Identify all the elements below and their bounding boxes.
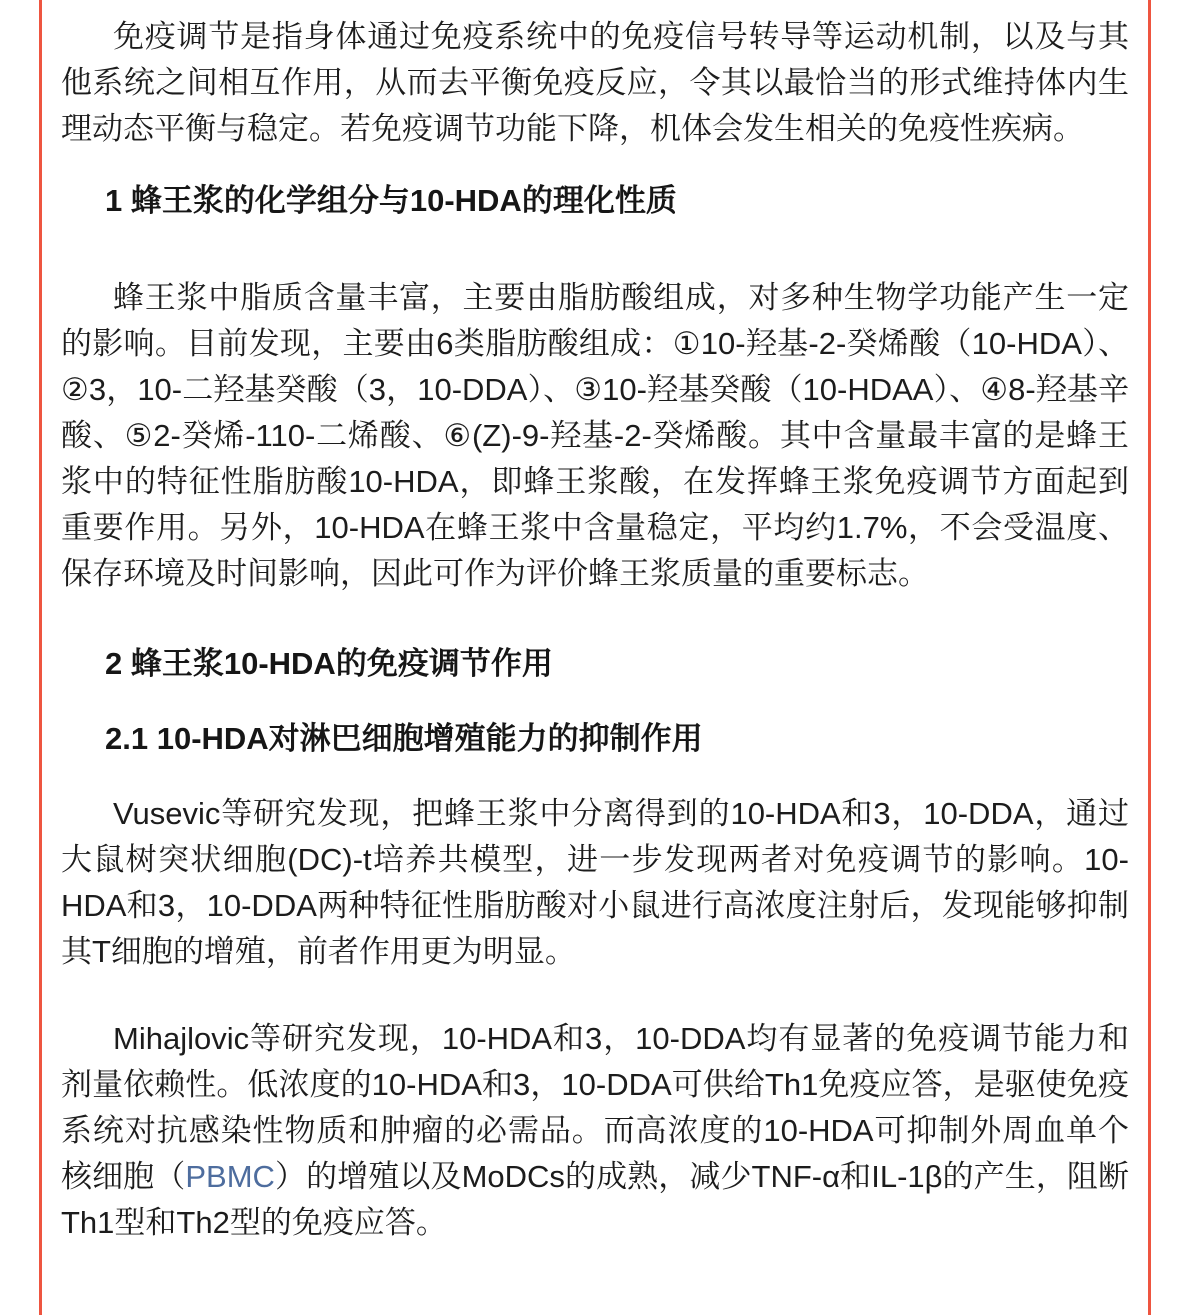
- paragraph-mihajlovic-study: [61, 1016, 1129, 1246]
- article-content: [42, 0, 1148, 1246]
- heading-section-2-immune-effect: 2 蜂王浆10-HDA的免疫调节作用: [105, 646, 553, 681]
- pbmc-link[interactable]: PBMC: [185, 1159, 275, 1194]
- mihajlovic-text-before-link: Mihajlovic等研究发现，10-HDA和3，10-DDA均有显著的免疫调节能力和剂量依赖性。低浓度的10-HDA和3，10-DDA可供给Th1免疫应答，是驱使免疫系统对抗感染性物质和肿瘤的必需品。而高浓度的10-HDA可抑制外周血单个核细胞（: [61, 1021, 1129, 1194]
- paragraph-fatty-acid-composition: 蜂王浆中脂质含量丰富，主要由脂肪酸组成，对多种生物学功能产生一定的影响。目前发现，主要由6类脂肪酸组成：①10-羟基-2-癸烯酸（10-HDA）、②3，10-二羟基癸酸（3，10-DDA）、③10-羟基癸酸（10-HDAA）、④8-羟基辛酸、⑤2-癸烯-110-二烯酸、⑥(Z)-9-羟基-2-癸烯酸。其中含量最丰富的是蜂王浆中的特征性脂肪酸10-HDA，即蜂王浆酸，在发挥蜂王浆免疫调节方面起到重要作用。另外，10-HDA在蜂王浆中含量稳定，平均约1.7%，不会受温度、保存环境及时间影响，因此可作为评价蜂王浆质量的重要标志。: [61, 280, 1129, 591]
- page-right-border-rule: [1148, 0, 1151, 1315]
- heading-section-2-1-lymphocyte-inhibition: 2.1 10-HDA对淋巴细胞增殖能力的抑制作用: [105, 721, 703, 756]
- mihajlovic-text-after-link: ）的增殖以及MoDCs的成熟，减少TNF-α和IL-1β的产生，阻断Th1型和Th2型的免疫应答。: [61, 1159, 1129, 1240]
- paragraph-immune-regulation-intro: 免疫调节是指身体通过免疫系统中的免疫信号转导等运动机制，以及与其他系统之间相互作用，从而去平衡免疫反应，令其以最恰当的形式维持体内生理动态平衡与稳定。若免疫调节功能下降，机体会发生相关的免疫性疾病。: [61, 19, 1129, 146]
- paragraph-vusevic-study: Vusevic等研究发现，把蜂王浆中分离得到的10-HDA和3，10-DDA，通过大鼠树突状细胞(DC)-t培养共模型，进一步发现两者对免疫调节的影响。10-HDA和3，10-DDA两种特征性脂肪酸对小鼠进行高浓度注射后，发现能够抑制其T细胞的增殖，前者作用更为明显。: [61, 796, 1129, 969]
- heading-section-1-chemistry: 1 蜂王浆的化学组分与10-HDA的理化性质: [105, 183, 677, 218]
